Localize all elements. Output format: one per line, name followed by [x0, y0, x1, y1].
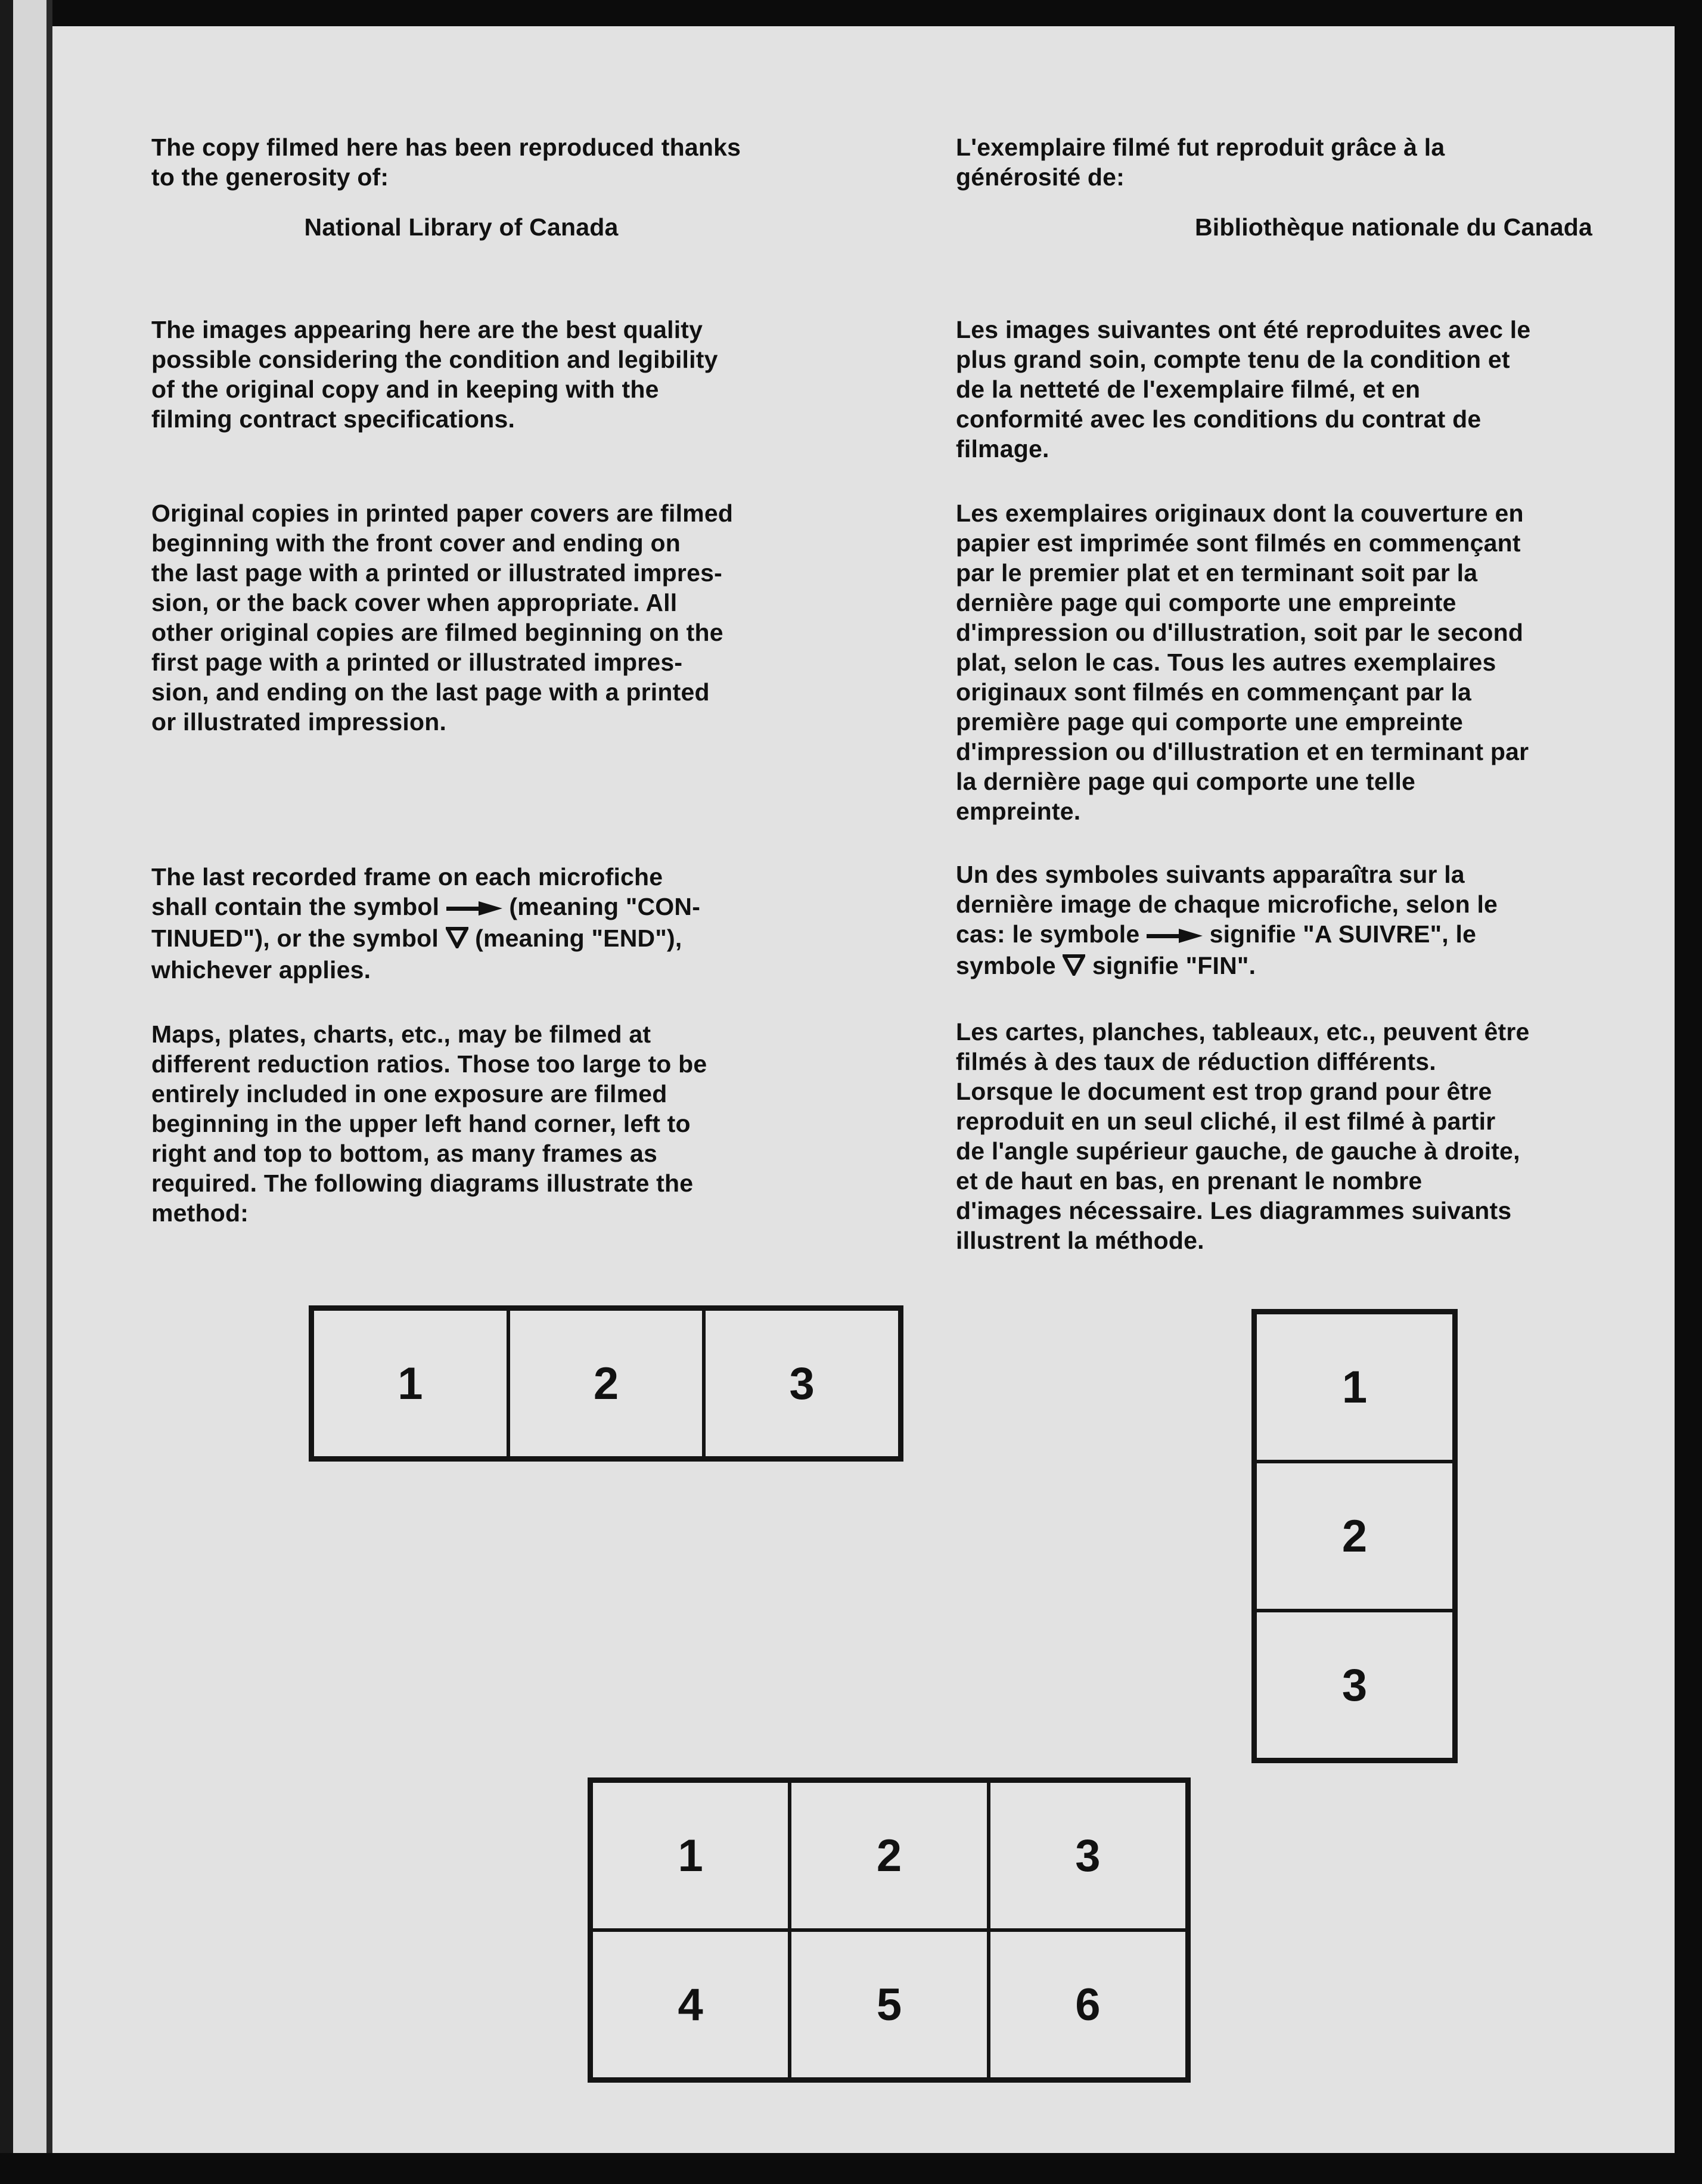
frame-cell: 1 [1255, 1313, 1454, 1462]
frame-cell: 3 [704, 1309, 900, 1458]
en-maps-statement: Maps, plates, charts, etc., may be filmed at different reduction ratios. Those too large to be entirely included in one exposure are filmed beginning in the upper left hand corner, left to right and top to bottom, as many frames as required. The following diagrams illustrate the method: [151, 1020, 707, 1227]
frame-cell: 2 [790, 1781, 988, 1930]
fr-symbols-statement [956, 860, 1498, 982]
frame-cell: 4 [591, 1930, 790, 2079]
fr-maps-statement: Les cartes, planches, tableaux, etc., peuvent être filmés à des taux de réduction différents. Lorsque le document est trop grand pour être reproduit en un seul cliché, il est filmé à partir de l'angle supérieur gauche, de gauche à droite, et de haut en bas, en prenant le nombre d'images nécessaire. Les diagrammes suivants illustrent la méthode. [956, 1018, 1530, 1254]
arrow-right-icon [1147, 921, 1203, 951]
fr-originals-statement: Les exemplaires originaux dont la couverture en papier est imprimée sont filmés en commençant par le premier plat et en terminant soit par la dernière page qui comporte une empreinte d'impression ou d'illustration, soit par le second plat, selon le cas. Tous les autres exemplaires originaux sont filmés en commençant par la première page qui comporte une empreinte d'impression ou d'illustration et en terminant par la dernière page qui comporte une telle empreinte. [956, 500, 1529, 825]
arrow-right-icon [446, 894, 502, 923]
fr-acknowledgement: L'exemplaire filmé fut reproduit grâce à la générosité de: [956, 134, 1445, 191]
frame-cell: 2 [508, 1309, 704, 1458]
triangle-down-icon [1063, 953, 1085, 982]
frame-cell: 6 [989, 1930, 1187, 2079]
en-acknowledgement: The copy filmed here has been reproduced thanks to the generosity of: [151, 134, 741, 191]
diagram-vertical-strip [1251, 1309, 1458, 1763]
en-institution: National Library of Canada [304, 213, 619, 241]
triangle-down-icon [446, 925, 468, 955]
fr-symbols-text-3: signifie "FIN". [1085, 952, 1256, 980]
fr-symbols-text-2: signifie "A SUIVRE", le symbole [956, 920, 1477, 980]
fr-symbols-text-1: Un des symboles suivants apparaîtra sur la dernière image de chaque microfiche, selon le cas: le symbole [956, 861, 1498, 948]
en-originals-statement: Original copies in printed paper covers are filmed beginning with the front cover and ending on the last page with a printed or illustrated impres- sion, or the back cover when appropriate. All other original copies are filmed beginning on the first page with a printed or illustrated impres- sion, and ending on the last page with a printed or illustrated impression. [151, 500, 734, 736]
fr-quality-statement: Les images suivantes ont été reproduites avec le plus grand soin, compte tenu de la condition et de la netteté de l'exemplaire filmé, et en conformité avec les conditions du contrat de filmage. [956, 316, 1531, 463]
frame-cell: 2 [1255, 1462, 1454, 1611]
frame-cell: 1 [591, 1781, 790, 1930]
film-edge-right [1675, 0, 1702, 2184]
fr-institution: Bibliothèque nationale du Canada [1194, 213, 1592, 241]
diagram-horizontal-strip [309, 1305, 903, 1462]
frame-cell: 5 [790, 1930, 988, 2079]
frame-cell: 3 [1255, 1611, 1454, 1760]
en-symbols-text-2: (meaning "CON- TINUED"), or the symbol [151, 893, 701, 953]
film-edge-left [0, 0, 52, 2184]
en-quality-statement: The images appearing here are the best quality possible considering the condition and legibility of the original copy and in keeping with the filming contract specifications. [151, 316, 718, 433]
frame-cell: 3 [989, 1781, 1187, 1930]
frame-cell: 1 [312, 1309, 508, 1458]
film-edge-bottom [0, 2153, 1702, 2184]
diagram-grid-2x3 [588, 1777, 1191, 2083]
en-symbols-text-3: (meaning "END"), whichever applies. [151, 925, 682, 984]
en-symbols-text-1: The last recorded frame on each microfiche shall contain the symbol [151, 863, 663, 920]
en-symbols-statement [151, 862, 700, 985]
